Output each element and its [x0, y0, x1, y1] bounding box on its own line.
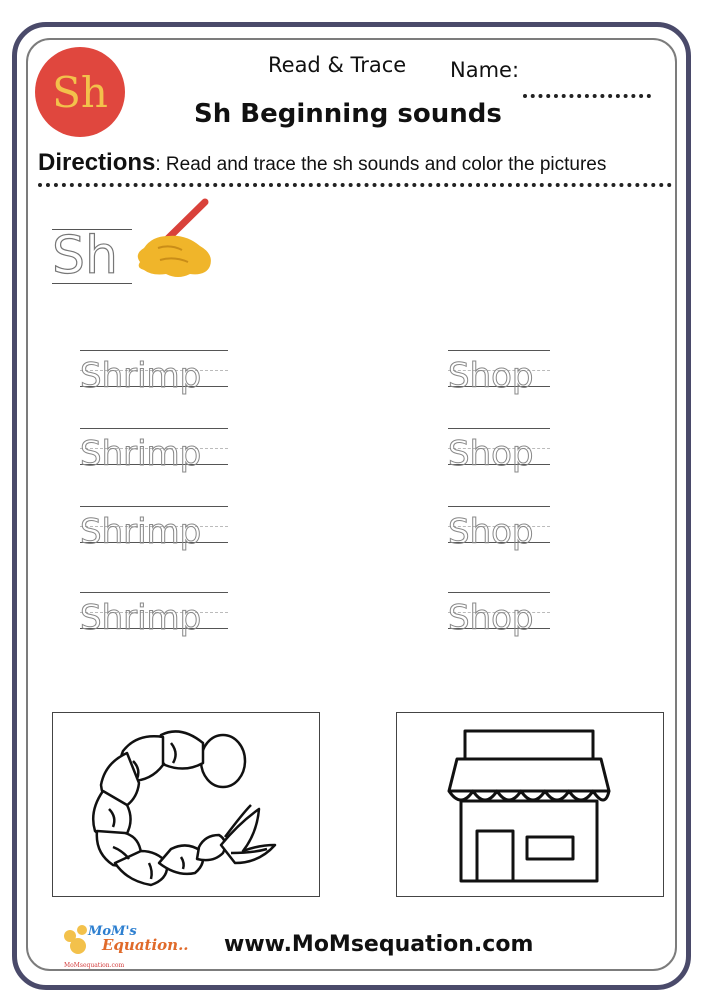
trace-word: Shrimp [80, 434, 202, 474]
trace-row-shop-3[interactable] [448, 506, 550, 552]
guide-top-line [80, 350, 228, 351]
shop-icon [397, 713, 662, 895]
name-label: Name: [450, 58, 520, 82]
trace-word: Shop [448, 356, 534, 396]
trace-word: Shop [448, 512, 534, 552]
directions [38, 149, 606, 177]
trace-row-shrimp-2[interactable] [80, 428, 228, 474]
guide-top-line [80, 428, 228, 429]
trace-word: Shop [448, 434, 534, 474]
guide-top-line [80, 592, 228, 593]
guide-top-line [448, 428, 550, 429]
logo-line1: MoM's [88, 924, 137, 939]
trace-letters-text: Sh [52, 226, 118, 286]
name-write-line[interactable] [523, 94, 651, 98]
guide-top-line [448, 506, 550, 507]
trace-word: Shrimp [80, 356, 202, 396]
trace-word: Shrimp [80, 598, 202, 638]
moms-equation-logo [58, 922, 188, 974]
badge-text: Sh [52, 67, 108, 117]
trace-row-shrimp-4[interactable] [80, 592, 228, 638]
shrimp-icon [53, 713, 318, 895]
guide-top-line [448, 350, 550, 351]
trace-word: Shrimp [80, 512, 202, 552]
trace-row-shrimp-1[interactable] [80, 350, 228, 396]
shrimp-picture-box[interactable] [52, 712, 320, 897]
sh-badge [35, 47, 125, 137]
shop-picture-box[interactable] [396, 712, 664, 897]
directions-divider [38, 183, 672, 187]
guide-top-line [80, 506, 228, 507]
trace-letters-sh[interactable] [52, 225, 132, 287]
trace-word: Shop [448, 598, 534, 638]
trace-row-shop-2[interactable] [448, 428, 550, 474]
trace-row-shop-1[interactable] [448, 350, 550, 396]
directions-label: Directions [38, 149, 156, 176]
writing-hand-icon [130, 196, 215, 286]
trace-row-shrimp-3[interactable] [80, 506, 228, 552]
logo-line2: Equation.. [102, 936, 189, 954]
logo-small: MoMsequation.com [64, 962, 125, 969]
page-title: Sh Beginning sounds [194, 99, 502, 129]
read-trace-label: Read & Trace [268, 53, 407, 77]
footer-url[interactable]: www.MoMsequation.com [224, 932, 534, 957]
directions-text: : Read and trace the sh sounds and color the pictures [155, 154, 607, 175]
trace-row-shop-4[interactable] [448, 592, 550, 638]
guide-top-line [448, 592, 550, 593]
